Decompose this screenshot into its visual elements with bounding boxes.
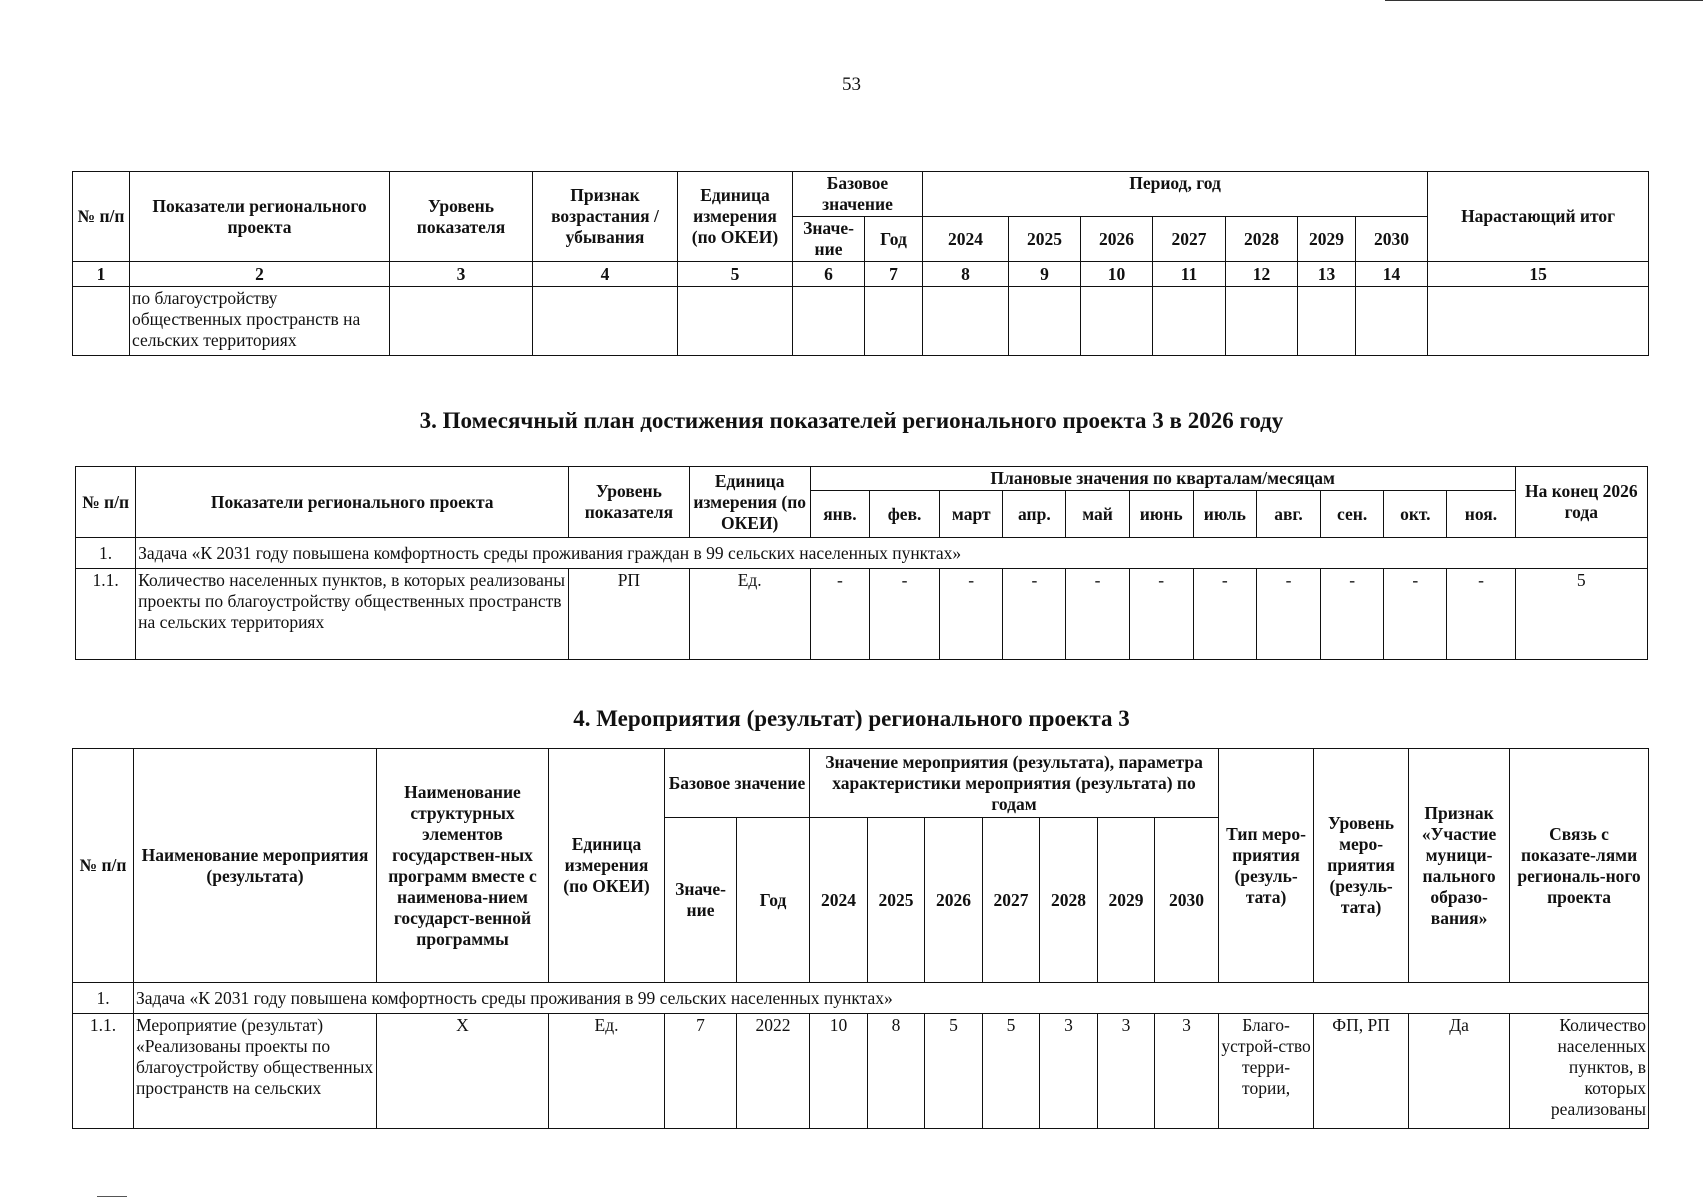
col-planned-header: Плановые значения по кварталам/месяцам — [810, 467, 1515, 491]
table-row — [76, 569, 1648, 660]
year-header: 2027 — [983, 818, 1040, 983]
column-number: 6 — [793, 262, 865, 287]
bottom-rule — [97, 1196, 127, 1197]
task-text: Задача «К 2031 году повышена комфортность среды проживания в 99 сельских населенных пунктах» — [134, 983, 1649, 1014]
month-header: сен. — [1321, 491, 1384, 538]
year-header: 2029 — [1298, 217, 1356, 262]
column-numbers-row — [73, 262, 1649, 287]
month-value: - — [1193, 569, 1256, 660]
year-value: 3 — [1040, 1014, 1098, 1129]
month-value: - — [1321, 569, 1384, 660]
year-value: 8 — [868, 1014, 925, 1129]
month-value: - — [1066, 569, 1129, 660]
column-number: 7 — [865, 262, 923, 287]
base-year-cell: 2022 — [737, 1014, 810, 1129]
activities-table — [72, 748, 1649, 1129]
column-number: 14 — [1356, 262, 1428, 287]
year-header: 2025 — [868, 818, 925, 983]
month-value: - — [869, 569, 939, 660]
table-row — [73, 287, 1649, 356]
year-value: 5 — [983, 1014, 1040, 1129]
col-unit-header: Единица измерения (по ОКЕИ) — [678, 172, 793, 262]
year-header: 2027 — [1153, 217, 1226, 262]
month-header: май — [1066, 491, 1129, 538]
month-value: - — [1447, 569, 1515, 660]
task-num: 1. — [76, 538, 136, 569]
end-value: 5 — [1515, 569, 1647, 660]
month-header: янв. — [810, 491, 869, 538]
column-number: 8 — [923, 262, 1009, 287]
col-period-header: Период, год — [923, 172, 1428, 217]
page-number: 53 — [842, 74, 861, 95]
column-number: 11 — [1153, 262, 1226, 287]
col-value-by-year-header: Значение мероприятия (результата), параметра характеристики мероприятия (результата) по годам — [810, 749, 1219, 818]
column-number: 1 — [73, 262, 130, 287]
level-cell: ФП, РП — [1314, 1014, 1409, 1129]
col-level-header: Уровень меро-приятия (резуль-тата) — [1314, 749, 1409, 983]
col-indicator-header: Показатели регионального проекта — [136, 467, 569, 538]
column-number: 12 — [1226, 262, 1298, 287]
col-name-header: Наименование мероприятия (результата) — [134, 749, 377, 983]
column-number: 3 — [390, 262, 533, 287]
table-row — [73, 1014, 1649, 1129]
column-number: 5 — [678, 262, 793, 287]
col-level-header: Уровень показателя — [569, 467, 689, 538]
col-type-header: Тип меро-приятия (резуль-тата) — [1219, 749, 1314, 983]
indicator-cell: по благоустройству общественных пространств на сельских территориях — [130, 287, 390, 356]
col-unit-header: Единица измерения (по ОКЕИ) — [689, 467, 810, 538]
column-number: 13 — [1298, 262, 1356, 287]
row-num: 1.1. — [76, 569, 136, 660]
col-participation-header: Признак «Участие муници-пального образо-вания» — [1409, 749, 1510, 983]
year-header: 2028 — [1226, 217, 1298, 262]
unit-cell: Ед. — [689, 569, 810, 660]
year-header: 2026 — [925, 818, 983, 983]
month-header: авг. — [1256, 491, 1320, 538]
month-header: июнь — [1129, 491, 1193, 538]
col-base-year-header: Год — [737, 818, 810, 983]
top-rule — [1385, 0, 1703, 1]
year-value: 5 — [925, 1014, 983, 1129]
col-cumulative-header: Нарастающий итог — [1428, 172, 1649, 262]
monthly-plan-table — [75, 466, 1648, 660]
month-header: март — [940, 491, 1003, 538]
month-value: - — [1384, 569, 1447, 660]
year-value: 3 — [1155, 1014, 1219, 1129]
month-header: фев. — [869, 491, 939, 538]
task-row — [76, 538, 1648, 569]
activity-name-cell: Мероприятие (результат) «Реализованы проекты по благоустройству общественных пространств на сельских — [134, 1014, 377, 1129]
year-value: 10 — [810, 1014, 868, 1129]
column-number: 15 — [1428, 262, 1649, 287]
column-number: 4 — [533, 262, 678, 287]
year-header: 2029 — [1098, 818, 1155, 983]
year-header: 2025 — [1009, 217, 1081, 262]
col-elements-header: Наименование структурных элементов государствен-ных программ вместе с наименова-нием государст-венной программы — [377, 749, 549, 983]
link-cell: Количество населенных пунктов, в которых реализованы — [1510, 1014, 1649, 1129]
month-header: июль — [1193, 491, 1256, 538]
year-header: 2030 — [1356, 217, 1428, 262]
month-value: - — [1129, 569, 1193, 660]
col-link-header: Связь с показате-лями региональ-ного проекта — [1510, 749, 1649, 983]
col-base-header: Базовое значение — [793, 172, 923, 217]
year-header: 2024 — [810, 818, 868, 983]
section-4-title: 4. Мероприятия (результат) регионального проекта 3 — [573, 706, 1130, 731]
month-value: - — [1256, 569, 1320, 660]
col-unit-header: Единица измерения (по ОКЕИ) — [549, 749, 665, 983]
month-value: - — [1003, 569, 1066, 660]
col-base-year-header: Год — [865, 217, 923, 262]
col-num-header: № п/п — [73, 749, 134, 983]
task-num: 1. — [73, 983, 134, 1014]
year-header: 2030 — [1155, 818, 1219, 983]
col-sign-header: Признак возрастания / убывания — [533, 172, 678, 262]
base-value-cell: 7 — [665, 1014, 737, 1129]
month-header: ноя. — [1447, 491, 1515, 538]
col-base-value-header: Значе-ние — [665, 818, 737, 983]
col-level-header: Уровень показателя — [390, 172, 533, 262]
year-header: 2024 — [923, 217, 1009, 262]
level-cell: РП — [569, 569, 689, 660]
month-value: - — [940, 569, 1003, 660]
col-base-value-header: Значе-ние — [793, 217, 865, 262]
section-3-title: 3. Помесячный план достижения показателей регионального проекта 3 в 2026 году — [419, 408, 1284, 433]
column-number: 9 — [1009, 262, 1081, 287]
year-header: 2026 — [1081, 217, 1153, 262]
column-number: 10 — [1081, 262, 1153, 287]
elements-cell: Х — [377, 1014, 549, 1129]
column-number: 2 — [130, 262, 390, 287]
year-value: 3 — [1098, 1014, 1155, 1129]
task-row — [73, 983, 1649, 1014]
task-text: Задача «К 2031 году повышена комфортность среды проживания граждан в 99 сельских населенных пунктах» — [136, 538, 1648, 569]
col-indicator-header: Показатели регионального проекта — [130, 172, 390, 262]
col-end-header: На конец 2026 года — [1515, 467, 1647, 538]
row-num: 1.1. — [73, 1014, 134, 1129]
col-num-header: № п/п — [73, 172, 130, 262]
month-header: окт. — [1384, 491, 1447, 538]
month-value: - — [810, 569, 869, 660]
indicators-table — [72, 171, 1649, 356]
year-header: 2028 — [1040, 818, 1098, 983]
col-base-header: Базовое значение — [665, 749, 810, 818]
month-header: апр. — [1003, 491, 1066, 538]
unit-cell: Ед. — [549, 1014, 665, 1129]
type-cell: Благо-устрой-ство терри-тории, — [1219, 1014, 1314, 1129]
participation-cell: Да — [1409, 1014, 1510, 1129]
indicator-cell: Количество населенных пунктов, в которых реализованы проекты по благоустройству общественных пространств на сельских территориях — [136, 569, 569, 660]
col-num-header: № п/п — [76, 467, 136, 538]
